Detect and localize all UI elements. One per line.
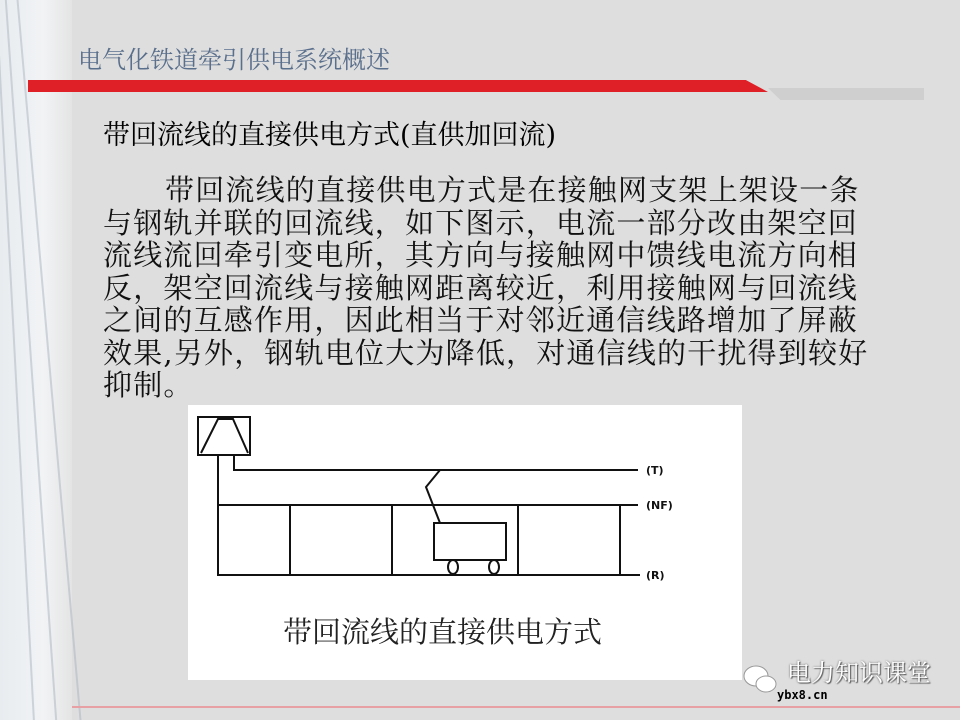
footer-line xyxy=(72,706,960,708)
label-r: (R) xyxy=(646,569,665,582)
trolley-wire-t xyxy=(234,455,638,470)
header-title: 电气化铁道牵引供电系统概述 xyxy=(78,46,390,74)
watermark-url: ybx8.cn xyxy=(777,688,828,702)
wheel-icon xyxy=(448,560,458,574)
label-t: (T) xyxy=(646,464,664,477)
rail-r xyxy=(218,455,640,575)
substation-icon xyxy=(198,417,250,455)
watermark xyxy=(742,660,952,704)
header-grey-bar xyxy=(768,88,924,100)
body-line: 反，架空回流线与接触网距离较近，利用接触网与回流线 xyxy=(103,270,859,305)
watermark-text: 电力知识课堂 xyxy=(787,659,931,687)
train-icon xyxy=(434,523,506,560)
wheel-icon xyxy=(489,560,499,574)
body-line: 抑制。 xyxy=(103,368,194,402)
figure-caption: 带回流线的直接供电方式 xyxy=(283,615,603,649)
body-text xyxy=(103,174,913,402)
decorative-rail-sidebar xyxy=(0,0,72,720)
pantograph xyxy=(426,470,440,523)
wechat-icon xyxy=(742,664,778,696)
body-line: 流线流回牵引变电所，其方向与接触网中馈线电流方向相 xyxy=(103,238,859,272)
label-nf: (NF) xyxy=(646,499,673,512)
body-line: 之间的互感作用，因此相当于对邻近通信线路增加了屏蔽 xyxy=(103,303,859,337)
body-line: 带回流线的直接供电方式是在接触网支架上架设一条 xyxy=(165,173,860,207)
body-line: 与钢轨并联的回流线，如下图示，电流一部分改由架空回 xyxy=(103,205,859,240)
body-line: 效果,另外，钢轨电位大为降低，对通信线的干扰得到较好 xyxy=(103,335,869,370)
section-title: 带回流线的直接供电方式(直供加回流) xyxy=(103,120,557,151)
circuit-diagram xyxy=(188,405,742,680)
header-red-bar xyxy=(28,80,768,92)
